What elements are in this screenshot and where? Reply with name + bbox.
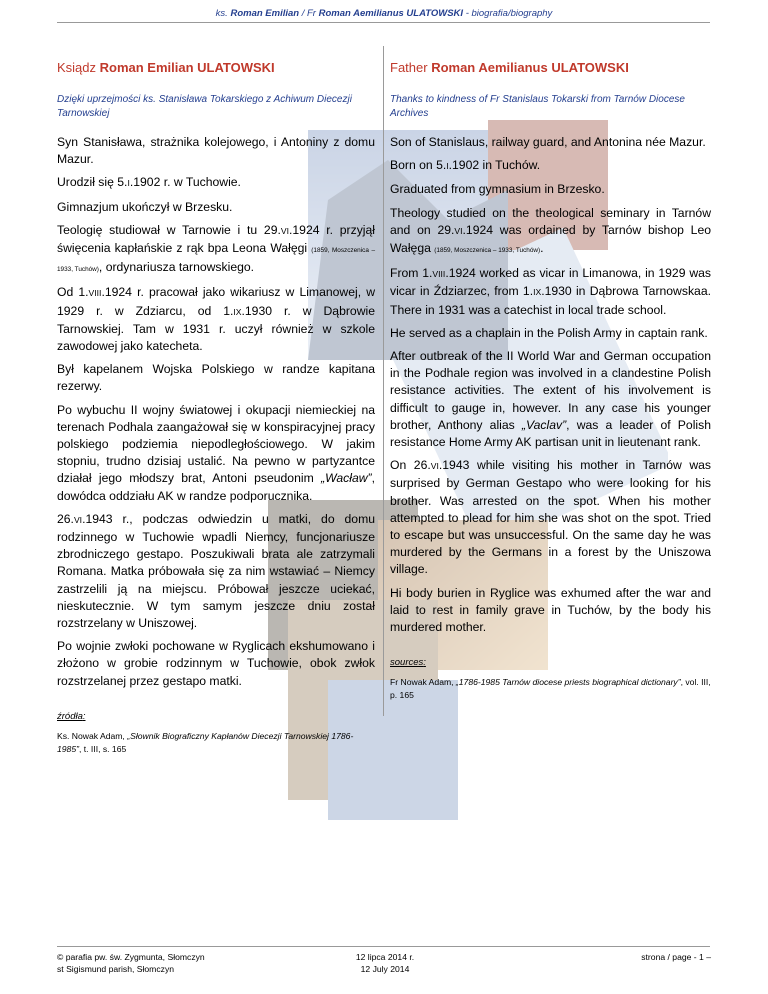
- english-paragraph-school: Graduated from gymnasium in Brzesko.: [390, 182, 605, 197]
- footer-date: [330, 951, 440, 975]
- english-paragraph-vicar: From 1.VIII.1924 worked as vicar in Limanowa, in 1929 was vicar in Ździarzec, from 1.IX.1930 in Dąbrowa Tarnowskaa. There in 1931 was a catechist in local trade school.: [390, 266, 711, 317]
- header-rule: [57, 22, 710, 23]
- header-name-pl: Roman Emilian: [230, 8, 300, 19]
- english-title-prefix: Father: [390, 60, 432, 75]
- header-name-en: Roman Aemilianus ULATOWSKI: [318, 8, 464, 19]
- header-separator: / Fr: [299, 8, 319, 19]
- polish-title-name: Roman Emilian ULATOWSKI: [99, 60, 275, 75]
- header-prefix: ks.: [215, 8, 231, 19]
- english-sources-text: Fr Nowak Adam, „1786-1985 Tarnów diocese priests biographical dictionary”, vol. III, p. 165: [390, 677, 711, 700]
- footer-page-number: strona / page - 1 –: [641, 952, 711, 962]
- english-title: [390, 60, 711, 76]
- english-paragraph-death: On 26.VI.1943 while visiting his mother in Tarnów was surprised by German Gestapo who were looking for his brother. Was arrested on the spot. When his mother attempted to plead for him she was shot on the spot. Tried to escape but was unsuccessful. On the same day he was murdered by the Germans in a forest by the Uniszowa village.: [390, 458, 712, 577]
- polish-sources-label: źródła:: [57, 710, 86, 722]
- polish-paragraph-birth: Urodził się 5.I.1902 r. w Tuchowie.: [57, 175, 241, 190]
- polish-column: [57, 60, 375, 755]
- header-suffix: - biografia/biography: [463, 8, 553, 19]
- polish-paragraph-death: 26.VI.1943 r., podczas odwiedzin u matki, do domu rodzinnego w Tuchowie wpadli Niemcy, funcjonariusze zbrodniczego gestapo. Poszukiwali brata ale zatrzymali Romana. Matka próbowała się za nim wstawiać – Niemcy zastrzelili ją na miejscu. Próbował jeszcze uciekać, nieskutecznie. W tym samym jeszcze dniu został rozstrzelany w Uniszowej.: [57, 511, 375, 631]
- english-acknowledgement: Thanks to kindness of Fr Stanislaus Tokarski from Tarnów Diocese Archives: [390, 94, 685, 119]
- footer-date-pl: 12 lipca 2014 r.: [355, 952, 415, 962]
- polish-paragraph-vicar: Od 1.VIII.1924 r. pracował jako wikariusz w Limanowej, w 1929 r. w Zdziarcu, od 1.IX.1930 r. w Dąbrowie Tarnowskiej. Tam w 1931 r. uczył również w szkole zawodowej jako katecheta.: [57, 285, 376, 354]
- polish-sources-text: Ks. Nowak Adam, „Słownik Biograficzny Kapłanów Diecezji Tarnowskiej 1786-1985”, t. III, s. 165: [57, 731, 354, 754]
- english-title-name: Roman Aemilianus ULATOWSKI: [431, 60, 629, 75]
- english-paragraph-ordination: Theology studied on the theological seminary in Tarnów and on 29.VI.1924 was ordained by Tarnów bishop Leo Wałęga (1859, Moszczenica – 1933, Tuchów).: [390, 205, 712, 256]
- polish-paragraph-school: Gimnazjum ukończył w Brzesku.: [57, 199, 233, 214]
- english-paragraph-birth: Born on 5.I.1902 in Tuchów.: [390, 158, 541, 173]
- polish-paragraph-war: Po wybuchu II wojny światowej i okupacji niemieckiej na terenach Podhala zaangażował się w konspiracyjnej pracy polskiego podziemia niepodległościowego. W jakim stopniu, trudno dzisiaj ustalić. Na pewno w partyzantce działał jego młodszy brat, Antoni pseudonim „Wacław”, dowódca oddziału AK w randze podporucznika.: [57, 402, 375, 503]
- polish-paragraph-ordination: Teologię studiował w Tarnowie i tu 29.VI.1924 r. przyjął święcenia kapłańskie z rąk bpa Leona Wałęgi (1859, Moszczenica – 1933, Tuchów), ordynariusza tarnowskiego.: [57, 222, 375, 275]
- english-paragraph-chaplain: He served as a chaplain in the Polish Army in captain rank.: [390, 325, 708, 340]
- page-header: [0, 8, 768, 19]
- polish-paragraph-parents: Syn Stanisława, strażnika kolejowego, i Antoniny z domu Mazur.: [57, 135, 375, 167]
- footer-parish-pl: © parafia pw. św. Zygmunta, Słomczyn: [57, 952, 205, 962]
- footer-parish: [57, 951, 205, 975]
- footer-parish-en: st Sigismund parish, Słomczyn: [57, 964, 175, 974]
- polish-acknowledgement: Dzięki uprzejmości ks. Stanisława Tokarskiego z Achiwum Diecezji Tarnowskiej: [57, 94, 352, 119]
- english-paragraph-parents: Son of Stanislaus, railway guard, and Antonina née Mazur.: [390, 135, 706, 149]
- polish-paragraph-burial: Po wojnie zwłoki pochowane w Ryglicach ekshumowano i złożono w grobie rodzinnym w Tuchowie, obok zwłok rozstrzelanej przez gestapo matki.: [57, 639, 375, 688]
- polish-title-prefix: Ksiądz: [57, 60, 100, 75]
- footer-rule: [57, 946, 710, 947]
- english-paragraph-war: After outbreak of the II World War and German occupation in the Podhale region was involved in a clandestine Polish resistance activities. The extent of his involvement is difficult to gauge in, however. In any case his younger brother, Anthony alias „Vaclav”, was a leader of Polish resistance Home Army AK partisan unit in lieutenant rank.: [390, 349, 711, 450]
- english-sources-label: sources:: [390, 657, 426, 669]
- polish-paragraph-chaplain: Był kapelanem Wojska Polskiego w randze kapitana rezerwy.: [57, 362, 375, 394]
- english-column: [390, 60, 711, 701]
- polish-title: [57, 60, 375, 76]
- column-divider: [383, 46, 384, 716]
- footer-date-en: 12 July 2014: [360, 964, 410, 974]
- english-paragraph-burial: Hi body burien in Ryglice was exhumed after the war and laid to rest in family grave in Tuchów, by the body his murdered mother.: [390, 585, 711, 635]
